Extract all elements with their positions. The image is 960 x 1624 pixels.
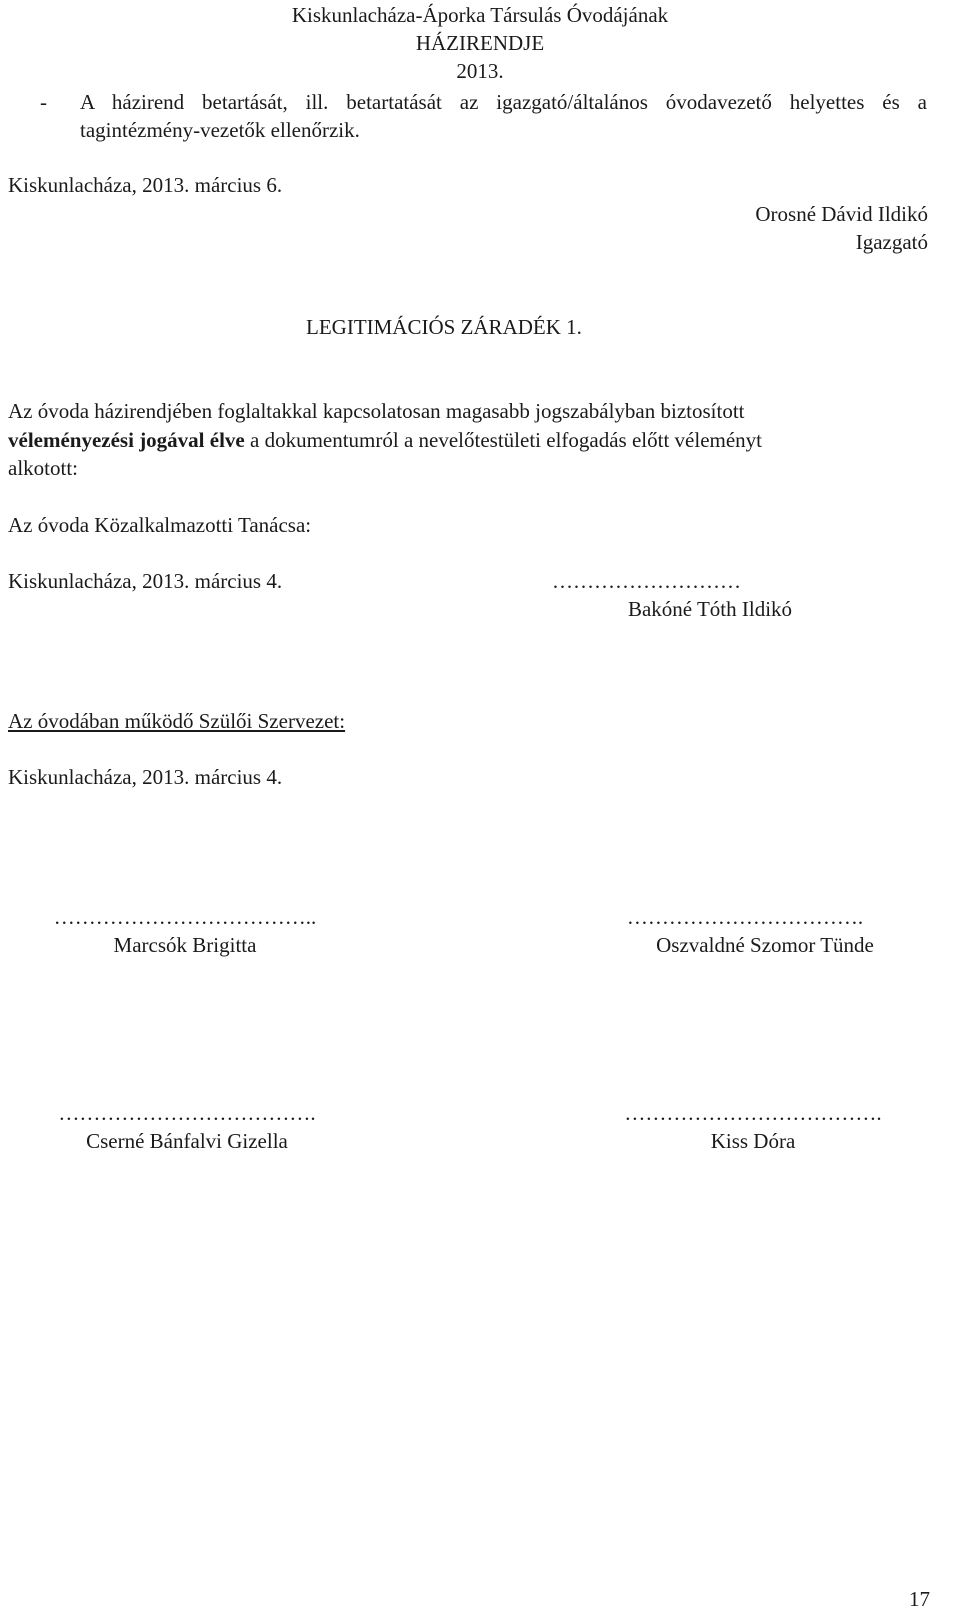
header-year: 2013.: [456, 59, 504, 83]
paragraph-line2: [8, 427, 762, 453]
paragraph-line2-rest: a dokumentumról a nevelőtestületi elfogadás előtt véleményt: [244, 428, 763, 452]
signature-name-1: Marcsók Brigitta: [113, 933, 257, 957]
signature-dots-3: ……………………………….: [58, 1101, 316, 1125]
header-institution: Kiskunlacháza-Áporka Társulás Óvodájának: [291, 3, 669, 27]
page-number: 17: [909, 1587, 930, 1611]
signature-name-2: Oszvaldné Szomor Tünde: [656, 933, 874, 957]
director-name: Orosné Dávid Ildikó: [755, 202, 928, 226]
clause-title: LEGITIMÁCIÓS ZÁRADÉK 1.: [306, 315, 582, 339]
signature-dots-4: ……………………………….: [624, 1101, 882, 1125]
council-heading: Az óvoda Közalkalmazotti Tanácsa:: [8, 513, 312, 537]
paragraph-bold: véleményezési jogával élve: [8, 428, 245, 452]
council-signature-name: Bakóné Tóth Ildikó: [627, 597, 793, 621]
date-line: Kiskunlacháza, 2013. március 6.: [8, 173, 283, 197]
signature-dots-1: ………………………………..: [53, 905, 317, 929]
header-title: HÁZIRENDJE: [415, 31, 545, 55]
council-signature-dots: ………………………: [552, 569, 741, 593]
council-date: Kiskunlacháza, 2013. március 4.: [8, 569, 283, 593]
parents-date: Kiskunlacháza, 2013. március 4.: [8, 765, 283, 789]
paragraph-line1: Az óvoda házirendjében foglaltakkal kapcsolatosan magasabb jogszabályban biztosított: [8, 399, 745, 423]
signature-name-4: Kiss Dóra: [710, 1129, 796, 1153]
rule-text-line1: A házirend betartását, ill. betartatását az igazgató/általános óvodavezető helyettes és a: [80, 90, 927, 114]
signature-name-3: Cserné Bánfalvi Gizella: [86, 1129, 288, 1153]
bullet-dash: -: [40, 90, 47, 114]
director-title: Igazgató: [855, 230, 928, 254]
parents-heading: Az óvodában működő Szülői Szervezet:: [8, 709, 346, 733]
rule-text-line2: tagintézmény-vezetők ellenőrzik.: [80, 118, 360, 142]
paragraph-line3: alkotott:: [8, 456, 78, 480]
signature-dots-2: …………………………….: [626, 905, 864, 929]
